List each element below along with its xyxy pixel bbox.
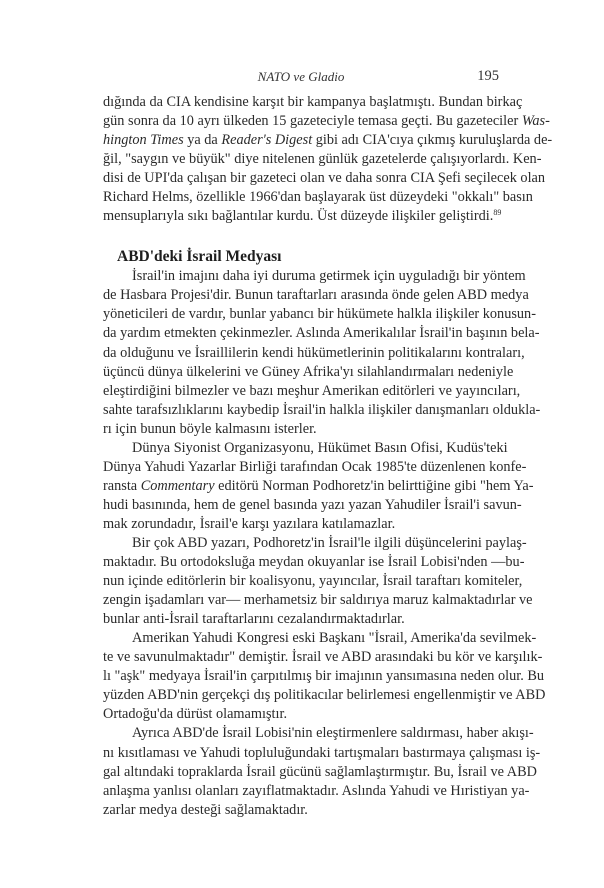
text-line: anlaşma yanlısı olanları zayıflatmaktadır. Aslında Yahudi ve Hıristiyan ya-: [103, 782, 530, 799]
text-line: nun içinde editörlerin bir koalisyonu, yayıncılar, İsrail taraftarı komiteler,: [103, 573, 523, 590]
text-line: gal altındaki topraklarda İsrail gücünü sağlamlaştırmıştır. Bu, İsrail ve ABD: [103, 763, 537, 780]
body-text: [103, 93, 553, 820]
text-line: lı "aşk" medyaya İsrail'in çarpıtılmış bir imajının yansımasına neden olur. Bu: [103, 668, 545, 685]
text-line: Ortadoğu'da dürüst olamamıştır.: [103, 706, 288, 723]
text-line: sahte tarafsızlıklarını kaybedip İsrail'in halkla ilişkiler danışmanları oldukla-: [103, 401, 541, 418]
text-line: üçüncü dünya ülkelerini ve Güney Afrika'yı silahlandırmaları nedeniyle: [103, 363, 514, 380]
text-line: da yardım etmekten çekinmezler. Aslında Amerikalılar İsrail'in başının bela-: [103, 325, 540, 342]
footnote-reference: 89: [493, 208, 502, 218]
paragraph: [103, 267, 541, 438]
running-head: [103, 68, 499, 88]
text-line: da olduğunu ve İsraillilerin kendi hükümetlerinin politikalarını kontraları,: [103, 344, 525, 361]
text-line: ğil, "saygın ve büyük" diye nitelenen günlük gazetelerde çalışıyorlardı. Ken-: [103, 151, 542, 168]
text-line: disi de UPI'da çalışan bir gazeteci olan ve daha sonra CIA Şefi seçilecek olan: [103, 170, 546, 187]
paragraph: [103, 439, 534, 534]
text-line: de Hasbara Projesi'dir. Bunun taraftarları arasında önde gelen ABD medya: [103, 287, 529, 304]
running-head-title: NATO ve Gladio: [257, 69, 345, 84]
text-line: hington Times ya da Reader's Digest gibi adı CIA'cıya çıkmış kuruluşlarda de-: [103, 132, 553, 149]
text-line: Amerikan Yahudi Kongresi eski Başkanı "İsrail, Amerika'da sevilmek-: [132, 630, 537, 647]
text-line: zarlar medya desteği sağlamaktadır.: [103, 801, 308, 818]
text-line: İsrail'in imajını daha iyi duruma getirmek için uyguladığı bir yöntem: [132, 268, 526, 285]
text-line: dığında da CIA kendisine karşıt bir kampanya başlatmıştı. Bundan birkaç: [103, 94, 523, 110]
text-line: Dünya Siyonist Organizasyonu, Hükümet Basın Ofisi, Kudüs'teki: [132, 439, 508, 456]
paragraph: [103, 93, 553, 226]
text-line: Ayrıca ABD'de İsrail Lobisi'nin eleştirmenlere saldırması, haber akışı-: [132, 725, 534, 742]
text-line: maktadır. Bu ortodoksluğa meydan okuyanlar ise İsrail Lobisi'nden —bu-: [103, 554, 525, 571]
text-line: zengin işadamları var— merhametsiz bir saldırıya maruz kalmaktadırlar ve: [103, 592, 533, 609]
text-line: Dünya Yahudi Yazarlar Birliği tarafından Ocak 1985'te düzenlenen konfe-: [103, 458, 527, 475]
text-line: yüzden ABD'nin gerçekçi dış politikacılar belirlemesi engellenmiştir ve ABD: [103, 687, 546, 704]
text-line: gün sonra da 10 ayrı ülkeden 15 gazeteciyle temasa geçti. Bu gazeteciler Was-: [103, 113, 550, 130]
text-line: mak zorundadır, İsrail'e karşı yazılara katılamazlar.: [103, 515, 396, 532]
paragraph: [103, 534, 533, 629]
text-line: Bir çok ABD yazarı, Podhoretz'in İsrail'le ilgili düşüncelerini paylaş-: [132, 534, 527, 551]
text-line: te ve savunulmaktadır" demiştir. İsrail ve ABD arasındaki bu kör ve karşılık-: [103, 649, 543, 666]
paragraph: [103, 724, 541, 819]
text-line: eleştirdiğini bilmezler ve bazı meşhur Amerikan editörleri ve yayıncıları,: [103, 382, 521, 399]
text-line: Richard Helms, özellikle 1966'dan başlayarak üst düzeydeki "okkalı" basın: [103, 189, 533, 206]
text-line: ransta Commentary editörü Norman Podhoretz'in belirttiğine gibi "hem Ya-: [103, 477, 534, 494]
text-line: yöneticileri de vardır, bunlar yabancı bir hükümete halkla ilişkiler konusun-: [103, 306, 536, 323]
text-line: nı kısıtlaması ve Yahudi topluluğundaki tartışmaları bastırmaya çalışması iş-: [103, 744, 541, 761]
paragraph: [103, 629, 546, 724]
page-number: 195: [477, 68, 499, 84]
text-line: mensuplarıyla sıkı bağlantılar kurdu. Üst düzeyde ilişkiler geliştirdi.$^{89}$: [103, 208, 502, 225]
text-line: rı için bunun böyle kalmasını isterler.: [103, 420, 317, 437]
text-line: bunlar anti-İsrail taraftarlarını cezalandırmaktadırlar.: [103, 611, 405, 628]
text-line: hudi basınında, hem de genel basında yazı yazan Yahudiler İsrail'i savun-: [103, 496, 522, 513]
section-heading: ABD'deki İsrail Medyası: [117, 248, 282, 266]
